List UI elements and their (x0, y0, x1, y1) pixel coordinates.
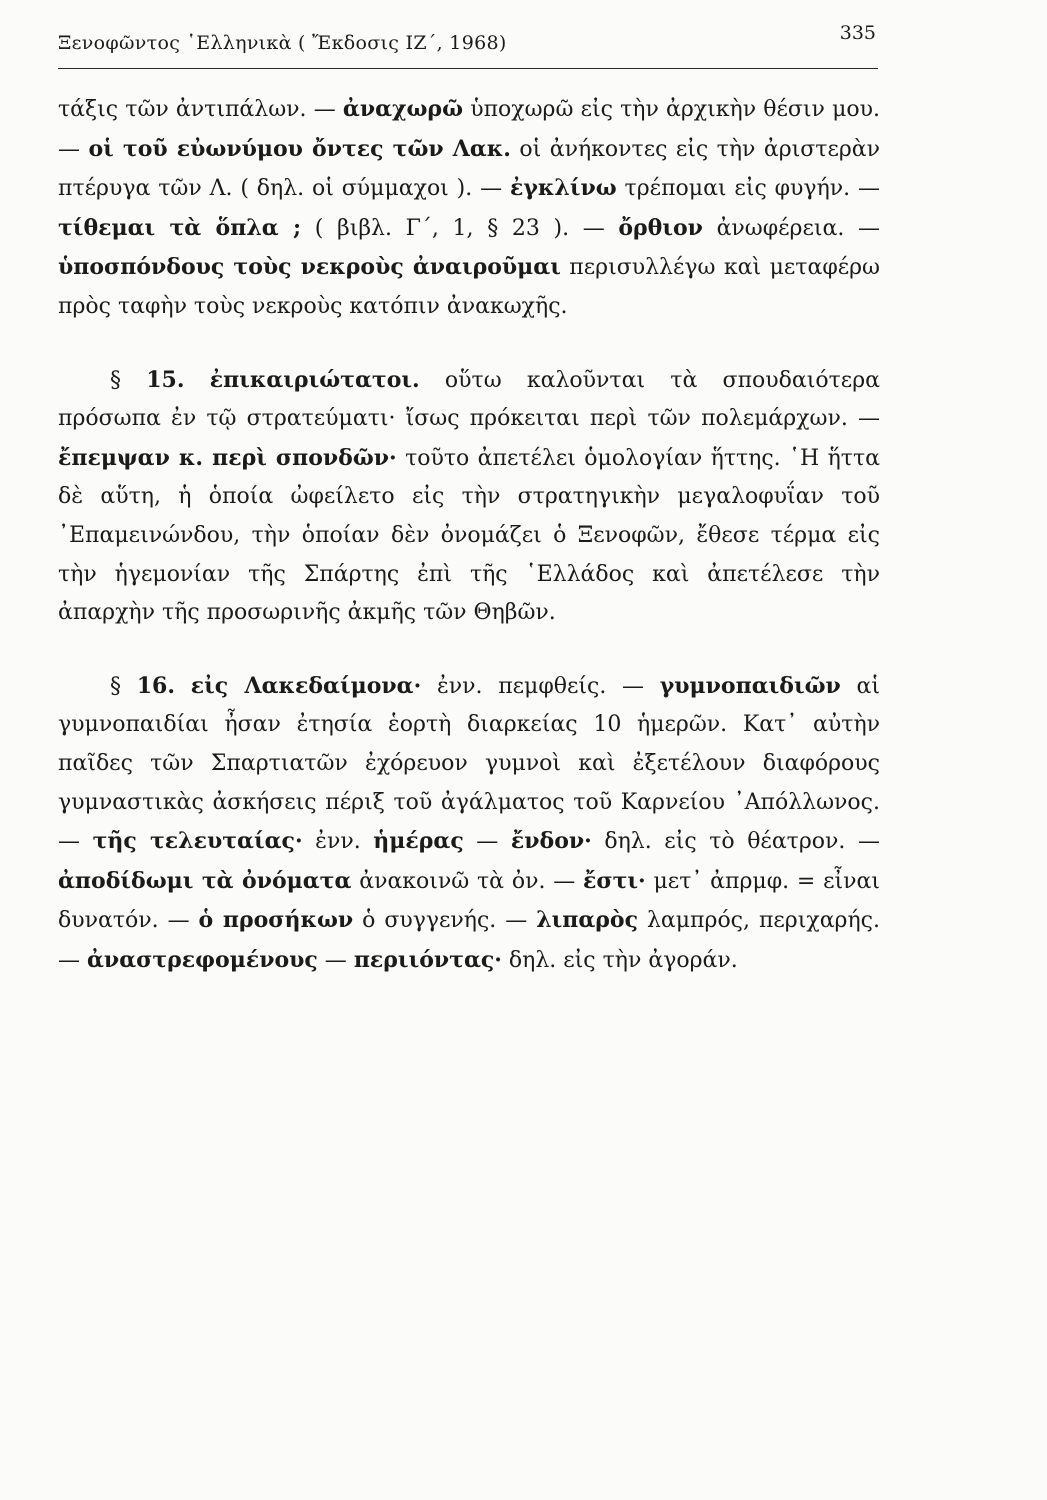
text-run: αἱ γυμνοπαιδίαι ἦσαν ἐτησία ἑορτὴ διαρκείας 10 ἡμερῶν. Κατ᾿ αὐτὴν παῖδες τῶν Σπαρτιατῶν ἐχόρευον γυμνοὶ καὶ ἐξετέλουν διαφόρους γυμναστικὰς ἀσκήσεις πέριξ τοῦ ἀγάλματος τοῦ Καρνείου ᾿Απόλλωνος.— (58, 673, 880, 855)
text-run: ὁ συγγενής. — (353, 908, 537, 934)
glossed-term: εἰς Λακεδαίμονα· (190, 672, 422, 699)
glossed-term: ἔστι· (583, 867, 646, 894)
text-run: — (317, 947, 354, 973)
glossed-term: τίθεμαι τὰ ὅπλα ; (58, 214, 302, 241)
running-head: Ξενοφῶντος ῾Ελληνικὰ ( Ἔκδοσις ΙΖ΄, 1968) (58, 32, 507, 54)
glossed-term: περιιόντας· (353, 946, 502, 973)
glossed-term: ὄρθιον (618, 214, 703, 241)
glossed-term: ἐγκλίνω (510, 175, 617, 202)
text-run: — (463, 829, 511, 855)
page-header (58, 22, 878, 69)
section-15 (58, 361, 880, 633)
text-run: μετ᾿ ἀπρμφ. = εἶναι δυνατόν. — (58, 868, 880, 934)
glossed-term: τῆς τελευταίας· (92, 828, 303, 855)
text-run: ὑποχωρῶ εἰς τὴν ἀρχικὴν θέσιν μου. — (58, 97, 880, 162)
paragraph-continuation (58, 90, 880, 327)
text-run: ἀνωφέρεια. — (702, 215, 880, 241)
glossed-term: ἀναστρεφομένους (87, 946, 318, 973)
text-run (185, 368, 210, 393)
text-run: δηλ. εἰς τὴν ἀγοράν. (501, 947, 738, 973)
text-run: ἐνν. (302, 829, 374, 855)
section-sign: § (110, 367, 147, 393)
text-run: ἀνακοινῶ τὰ ὀν. — (351, 868, 584, 894)
glossed-term: ἔνδον· (510, 828, 592, 855)
glossed-term: ἀποδίδωμι τὰ ὀνόματα (58, 867, 352, 894)
glossed-term: ἀναχωρῶ (342, 96, 464, 122)
text-run (175, 674, 191, 699)
glossed-term: γυμνοπαιδιῶν (659, 672, 841, 699)
text-run: τοῦτο ἀπετέλει ὁμολογίαν ἥττης. ῾Η ἥττα δὲ αὕτη, ἡ ὁποία ὠφείλετο εἰς τὴν στρατηγικὴν μεγαλοφυΐαν τοῦ ᾿Επαμεινώνδου, τὴν ὁποίαν δὲν ὀνομάζει ὁ Ξενοφῶν, ἔθεσε τέρμα εἰς τὴν ἡγεμονίαν τῆς Σπάρτης ἐπὶ τῆς ῾Ελλάδος καὶ ἀπετέλεσε τὴν ἀπαρχὴν τῆς προσωρινῆς ἀκμῆς τῶν Θηβῶν. (58, 445, 880, 626)
text-run: ( βιβλ. Γ΄, 1, § 23 ). — (301, 215, 619, 241)
glossed-term: λιπαρὸς (536, 907, 638, 934)
section-sign: § (110, 673, 137, 699)
section-16 (58, 667, 880, 981)
page-number: 335 (839, 22, 876, 44)
text-run: δηλ. εἰς τὸ θέατρον. — (591, 829, 880, 855)
glossed-term: ἔπεμψαν κ. περὶ σπονδῶν· (58, 444, 397, 471)
glossed-term: ὁ προσήκων (198, 907, 354, 934)
glossed-term: ἡμέρας (373, 828, 464, 855)
glossed-term: οἱ τοῦ εὐωνύμου ὄντες τῶν Λακ. (88, 135, 511, 162)
section-number: 16. (136, 672, 175, 699)
text-run: οἱ ἀνήκοντες εἰς τὴν ἀριστερὰν πτέρυγα τῶν Λ. ( δηλ. οἱ σύμμαχοι ). — (58, 136, 881, 202)
text-run: περισυλλέγω καὶ μεταφέρω πρὸς ταφὴν τοὺς νεκροὺς κατόπιν ἀνακωχῆς. (58, 255, 880, 319)
text-run: τάξις τῶν ἀντιπάλων. — (58, 97, 343, 122)
text-run: τρέπομαι εἰς φυγήν. — (616, 176, 880, 202)
body-text (58, 90, 880, 980)
glossed-term: ἐπικαιριώτατοι. (209, 366, 420, 393)
text-run: οὕτω καλοῦνται τὰ σπουδαιότερα πρόσωπα ἐν τῷ στρατεύματι· ἴσως πρόκειται περὶ τῶν πολεμάρχων. — (58, 367, 880, 432)
section-number: 15. (146, 366, 185, 393)
text-run: λαμπρός, περιχαρής. — (58, 908, 880, 973)
glossed-term: ὑποσπόνδους τοὺς νεκροὺς ἀναιροῦμαι (58, 254, 561, 281)
text-run: ἐνν. πεμφθείς. — (421, 673, 660, 699)
